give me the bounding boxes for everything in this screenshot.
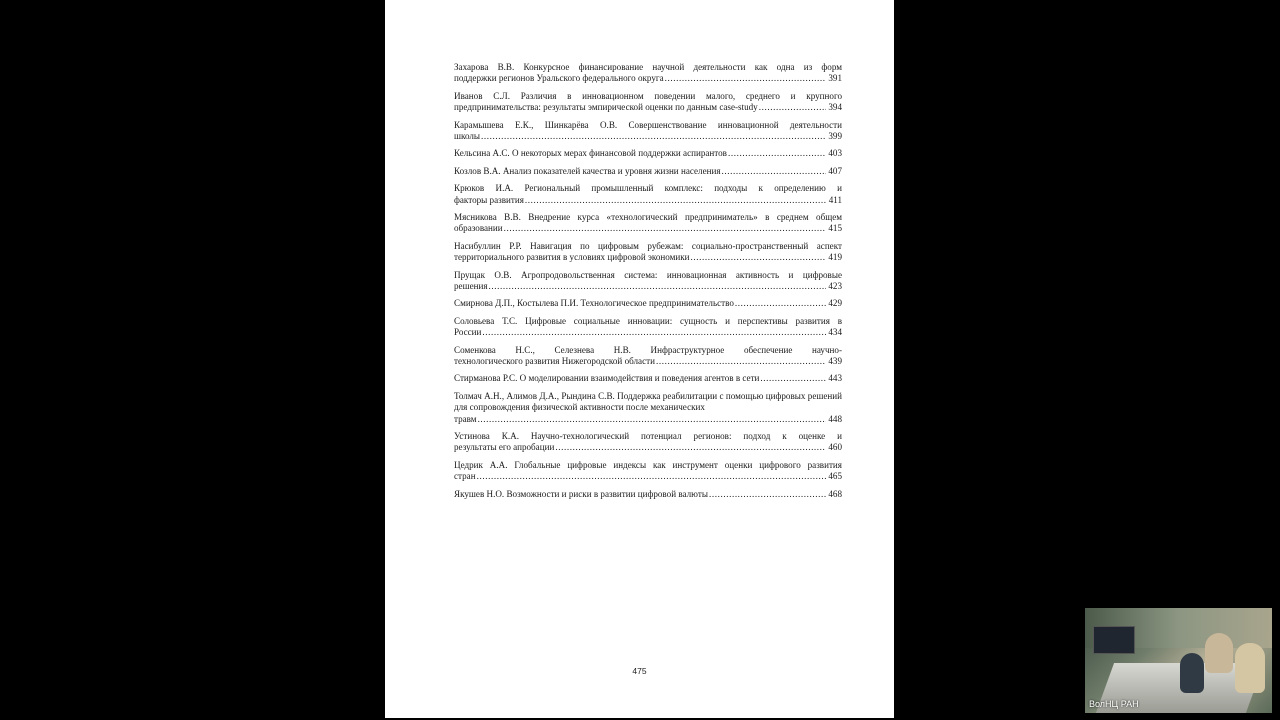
toc-entry-text: Мясникова В.В. Внедрение курса «технологический предприниматель» в среднем общем xyxy=(454,212,842,223)
toc-entry-text: Иванов С.Л. Различия в инновационном поведении малого, среднего и крупного xyxy=(454,90,842,101)
toc-page-number: 394 xyxy=(828,102,842,113)
toc-page-number: 419 xyxy=(828,252,842,263)
toc-entry-text: Цедрик А.А. Глобальные цифровые индексы как инструмент оценки цифрового развития xyxy=(454,459,842,470)
toc-entry xyxy=(454,373,842,384)
toc-page-number: 443 xyxy=(828,373,842,384)
toc-entry-tail: России xyxy=(454,327,482,338)
webcam-monitor xyxy=(1093,626,1135,654)
toc-entry-text: Толмач А.Н., Алимов Д.А., Рындина С.В. Поддержка реабилитации с помощью цифровых решений для сопровождения физической активности после механических xyxy=(454,390,842,413)
toc-entry-tail: Стирманова Р.С. О моделировании взаимодействия и поведения агентов в сети xyxy=(454,373,760,384)
toc-entry xyxy=(454,91,842,114)
toc-page-number: 429 xyxy=(828,298,842,309)
toc-page-number: 411 xyxy=(828,194,842,205)
toc-entry xyxy=(454,120,842,143)
toc-entry xyxy=(454,489,842,500)
toc-entry xyxy=(454,212,842,235)
toc-page-number: 448 xyxy=(828,413,842,424)
toc-entry xyxy=(454,316,842,339)
toc-page-number: 407 xyxy=(828,165,842,176)
toc-entry xyxy=(454,270,842,293)
toc-page-number: 468 xyxy=(828,488,842,499)
webcam-participant xyxy=(1180,653,1204,693)
toc-entry-tail: Козлов В.А. Анализ показателей качества и уровня жизни населения xyxy=(454,165,721,176)
toc-entry-tail: стран xyxy=(454,471,476,482)
toc-entry-text: Прущак О.В. Агропродовольственная система: инновационная активность и цифровые xyxy=(454,269,842,280)
toc-entry-text: Соловьева Т.С. Цифровые социальные инновации: сущность и перспективы развития в xyxy=(454,315,842,326)
toc-entry-text: Устинова К.А. Научно-технологический потенциал регионов: подход к оценке и xyxy=(454,431,842,442)
toc-page-number: 415 xyxy=(828,223,842,234)
toc-entry xyxy=(454,431,842,454)
toc-entry xyxy=(454,345,842,368)
toc-entry-tail: травм xyxy=(454,413,477,424)
toc-entry-tail: Кельсина А.С. О некоторых мерах финансовой поддержки аспирантов xyxy=(454,148,727,159)
toc-entry xyxy=(454,460,842,483)
toc-entry-tail: факторы развития xyxy=(454,194,524,205)
webcam-video-tile[interactable] xyxy=(1085,608,1272,713)
toc-entry xyxy=(454,241,842,264)
toc-page-number: 434 xyxy=(828,327,842,338)
webcam-participant xyxy=(1235,643,1265,693)
toc-entry-tail: результаты его апробации xyxy=(454,442,555,453)
toc-page-number: 439 xyxy=(828,356,842,366)
toc-entry-tail: технологического развития Нижегородской области xyxy=(454,356,655,366)
toc-entry xyxy=(454,183,842,206)
toc-page-number: 465 xyxy=(828,471,842,482)
toc-page-number: 399 xyxy=(828,130,842,141)
toc-entry-tail: поддержки регионов Уральского федерального округа xyxy=(454,73,664,84)
toc-entry-tail: образовании xyxy=(454,223,503,234)
webcam-participant-label: ВолНЦ РАН xyxy=(1089,699,1139,709)
toc-entry xyxy=(454,62,842,85)
toc-entry-tail: школы xyxy=(454,130,481,141)
document-page xyxy=(385,0,894,718)
toc-entry-text: Карамышева Е.К., Шинкарёва О.В. Совершенствование инновационной деятельности xyxy=(454,119,842,130)
toc-entry-tail: предпринимательства: результаты эмпирической оценки по данным case-study xyxy=(454,102,758,113)
toc-entry xyxy=(454,298,842,309)
page-number: 475 xyxy=(632,666,647,676)
toc-entry xyxy=(454,166,842,177)
toc-entry-tail: территориального развития в условиях цифровой экономики xyxy=(454,252,690,263)
toc-page-number: 460 xyxy=(828,442,842,453)
toc-entry-tail: Якушев Н.О. Возможности и риски в развитии цифровой валюты xyxy=(454,488,708,499)
toc-entry-text: Крюков И.А. Региональный промышленный комплекс: подходы к определению и xyxy=(454,183,842,194)
toc-entry-tail: Смирнова Д.П., Костылева П.И. Технологическое предпринимательство xyxy=(454,298,734,309)
toc-entry xyxy=(454,148,842,159)
toc-page-number: 391 xyxy=(828,73,842,84)
toc-entry xyxy=(454,391,842,425)
toc-page-number: 423 xyxy=(828,280,842,291)
webcam-participant xyxy=(1205,633,1233,673)
toc-entry-text: Соменкова Н.С., Селезнева Н.В. Инфраструктурное обеспечение научно- xyxy=(454,344,842,355)
toc-page-number: 403 xyxy=(828,148,842,159)
toc-entry-text: Насибуллин Р.Р. Навигация по цифровым рубежам: социально-пространственный аспект xyxy=(454,240,842,251)
table-of-contents xyxy=(454,62,842,506)
toc-entry-tail: решения xyxy=(454,280,488,291)
toc-entry-text: Захарова В.В. Конкурсное финансирование научной деятельности как одна из форм xyxy=(454,62,842,72)
